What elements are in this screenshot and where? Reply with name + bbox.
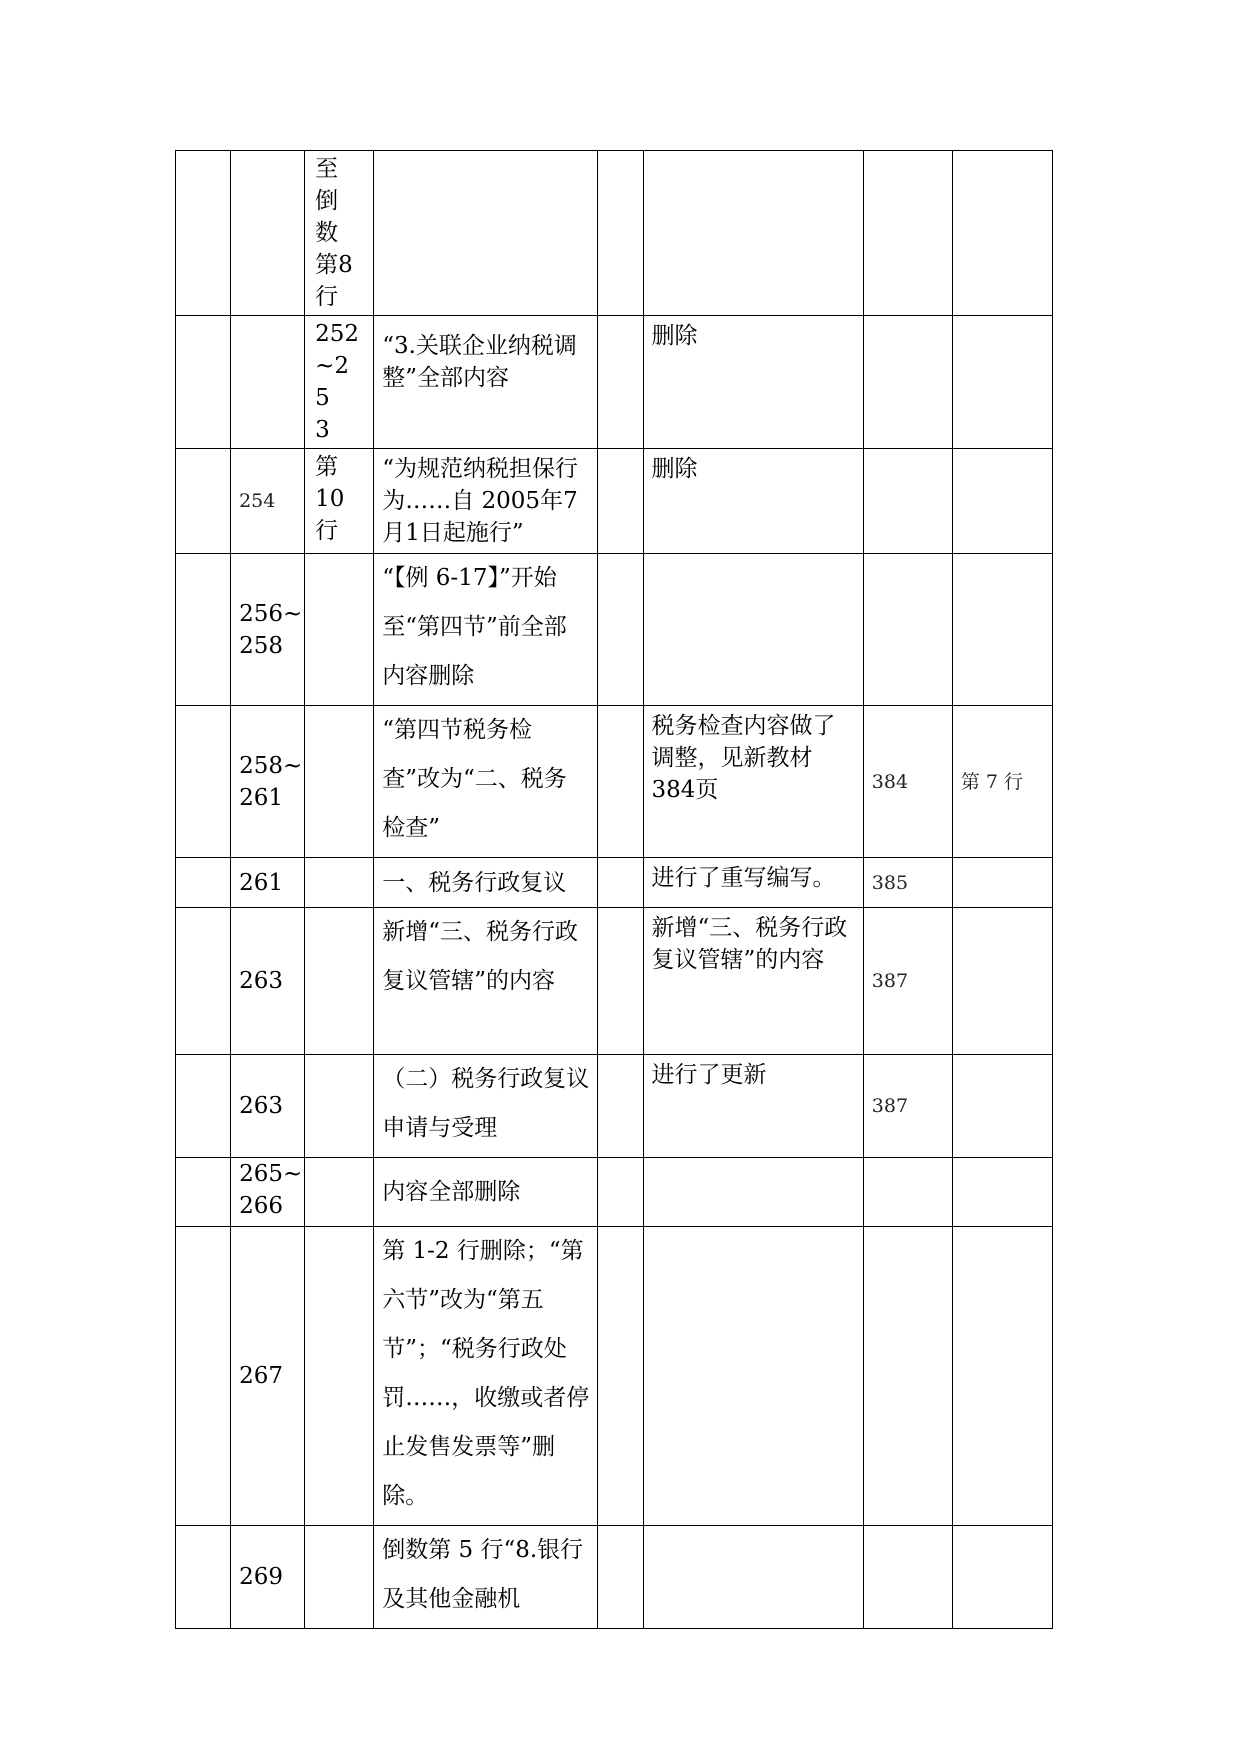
- modified-content-cell: [643, 706, 863, 858]
- new-line-cell: [952, 1526, 1052, 1629]
- blank-cell: [598, 554, 643, 706]
- modified-content-cell: [643, 1526, 863, 1629]
- index-cell: [176, 1526, 231, 1629]
- new-page-cell: [863, 1055, 952, 1158]
- original-text: 一、税务行政复议: [382, 869, 567, 896]
- page-text: 269: [239, 1564, 283, 1590]
- modified-content-cell: [643, 1158, 863, 1227]
- new-page-cell: [863, 151, 952, 316]
- line-cell: [305, 449, 374, 554]
- modified-text: 删除: [651, 456, 698, 482]
- table-row: [176, 1158, 1053, 1227]
- page-cell: [231, 151, 305, 316]
- new-line-cell: [952, 908, 1052, 1055]
- original-content-cell: [374, 1526, 598, 1629]
- new-page-cell: [863, 449, 952, 554]
- page-cell: [231, 1227, 305, 1526]
- original-content-cell: [374, 1158, 598, 1227]
- modified-content-cell: [643, 449, 863, 554]
- modified-content-cell: [643, 554, 863, 706]
- table-row: [176, 706, 1053, 858]
- table-row: [176, 316, 1053, 449]
- new-line-cell: [952, 449, 1052, 554]
- blank-cell: [598, 908, 643, 1055]
- line-cell: [305, 554, 374, 706]
- new-page-cell: [863, 1158, 952, 1227]
- modified-text: 进行了更新: [651, 1062, 767, 1088]
- modified-content-cell: [643, 1227, 863, 1526]
- modified-content-cell: [643, 908, 863, 1055]
- line-cell: [305, 151, 374, 316]
- index-cell: [176, 1055, 231, 1158]
- original-text: “【例 6-17】”开始至“第四节”前全部内容删除: [382, 565, 567, 689]
- new-page-text: 384: [871, 770, 909, 793]
- new-line-cell: [952, 1158, 1052, 1227]
- blank-cell: [598, 706, 643, 858]
- line-text: 至 倒 数 第8 行: [315, 156, 353, 310]
- table-row: [176, 858, 1053, 908]
- page-text: 258~ 261: [239, 752, 303, 811]
- page-text: 263: [239, 968, 283, 994]
- line-text: 第 10 行: [315, 454, 345, 544]
- original-content-cell: [374, 1055, 598, 1158]
- new-page-text: 387: [871, 1095, 909, 1117]
- blank-cell: [598, 316, 643, 449]
- blank-cell: [598, 151, 643, 316]
- table-row: [176, 554, 1053, 706]
- original-content-cell: [374, 1227, 598, 1526]
- index-cell: [176, 908, 231, 1055]
- modified-text: 税务检查内容做了调整，见新教材384页: [651, 713, 836, 803]
- page-cell: [231, 1055, 305, 1158]
- page-cell: [231, 1158, 305, 1227]
- page-text: 267: [239, 1363, 283, 1389]
- line-cell: [305, 858, 374, 908]
- new-line-cell: [952, 1055, 1052, 1158]
- new-line-cell: [952, 316, 1052, 449]
- new-line-cell: [952, 706, 1052, 858]
- blank-cell: [598, 1526, 643, 1629]
- index-cell: [176, 151, 231, 316]
- new-page-cell: [863, 1526, 952, 1629]
- blank-cell: [598, 858, 643, 908]
- original-text: （二）税务行政复议申请与受理: [382, 1066, 590, 1141]
- line-text: 252 ~25 3: [315, 321, 360, 443]
- page-text: 263: [239, 1093, 283, 1119]
- new-page-cell: [863, 316, 952, 449]
- page-cell: [231, 908, 305, 1055]
- new-line-text: 第 7 行: [960, 770, 1024, 793]
- line-cell: [305, 1227, 374, 1526]
- index-cell: [176, 316, 231, 449]
- page-text: 261: [239, 869, 283, 896]
- original-text: 第 1-2 行删除；“第六节”改为“第五节”；“税务行政处罚……，收缴或者停止发售发票等”删除。: [382, 1238, 590, 1509]
- line-cell: [305, 1158, 374, 1227]
- line-cell: [305, 908, 374, 1055]
- table-row: [176, 1526, 1053, 1629]
- original-text: “为规范纳税担保行为……自 2005年7月1日起施行”: [382, 456, 578, 546]
- original-text: 新增“三、税务行政复议管辖”的内容: [382, 919, 578, 994]
- page-cell: [231, 449, 305, 554]
- index-cell: [176, 554, 231, 706]
- line-cell: [305, 316, 374, 449]
- modified-content-cell: [643, 151, 863, 316]
- page-cell: [231, 858, 305, 908]
- modified-text: 删除: [651, 323, 698, 349]
- new-page-cell: [863, 1227, 952, 1526]
- new-line-cell: [952, 1227, 1052, 1526]
- new-page-cell: [863, 554, 952, 706]
- original-text: 倒数第 5 行“8.银行及其他金融机: [382, 1537, 584, 1612]
- page-text: 254: [239, 490, 276, 512]
- page-text: 265~ 266: [239, 1161, 303, 1219]
- blank-cell: [598, 1055, 643, 1158]
- line-cell: [305, 706, 374, 858]
- original-text: “第四节税务检查”改为“二、税务检查”: [382, 717, 567, 841]
- new-page-text: 385: [871, 871, 909, 894]
- original-text: 内容全部删除: [382, 1179, 521, 1205]
- original-content-cell: [374, 858, 598, 908]
- line-cell: [305, 1055, 374, 1158]
- index-cell: [176, 858, 231, 908]
- index-cell: [176, 449, 231, 554]
- index-cell: [176, 706, 231, 858]
- original-content-cell: [374, 151, 598, 316]
- original-content-cell: [374, 316, 598, 449]
- index-cell: [176, 1227, 231, 1526]
- new-line-cell: [952, 554, 1052, 706]
- table-row: [176, 908, 1053, 1055]
- modified-content-cell: [643, 316, 863, 449]
- new-line-cell: [952, 858, 1052, 908]
- modified-text: 新增“三、税务行政复议管辖”的内容: [651, 915, 848, 973]
- new-page-cell: [863, 858, 952, 908]
- modified-content-cell: [643, 1055, 863, 1158]
- table-row: [176, 1227, 1053, 1526]
- page-cell: [231, 554, 305, 706]
- original-content-cell: [374, 554, 598, 706]
- blank-cell: [598, 1227, 643, 1526]
- new-page-text: 387: [871, 970, 909, 992]
- original-content-cell: [374, 908, 598, 1055]
- new-line-cell: [952, 151, 1052, 316]
- line-cell: [305, 1526, 374, 1629]
- page-cell: [231, 316, 305, 449]
- page-cell: [231, 706, 305, 858]
- table-row: [176, 449, 1053, 554]
- page-cell: [231, 1526, 305, 1629]
- textbook-revision-table: [175, 150, 1053, 1629]
- blank-cell: [598, 449, 643, 554]
- original-text: “3.关联企业纳税调整”全部内容: [382, 333, 577, 391]
- new-page-cell: [863, 706, 952, 858]
- table-row: [176, 1055, 1053, 1158]
- original-content-cell: [374, 706, 598, 858]
- index-cell: [176, 1158, 231, 1227]
- table-row: [176, 151, 1053, 316]
- page-text: 256~ 258: [239, 600, 303, 659]
- modified-content-cell: [643, 858, 863, 908]
- blank-cell: [598, 1158, 643, 1227]
- modified-text: 进行了重写编写。: [651, 865, 836, 891]
- original-content-cell: [374, 449, 598, 554]
- new-page-cell: [863, 908, 952, 1055]
